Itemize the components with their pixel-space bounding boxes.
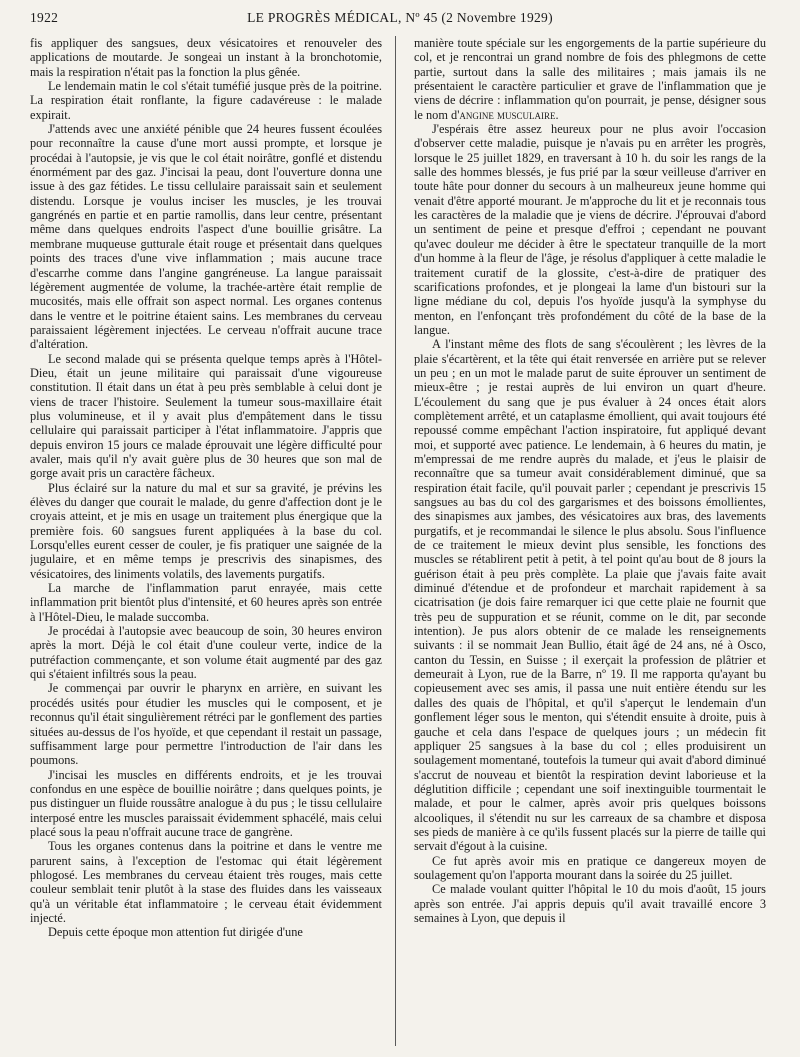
column-divider [395, 36, 396, 1046]
paragraph: La marche de l'inflammation parut enrayée, mais cette inflammation prit bientôt plus d'intensité, et 60 heures après son entrée à l'Hôtel-Dieu, le malade succomba. [30, 581, 382, 624]
paragraph: J'attends avec une anxiété pénible que 24 heures fussent écoulées pour reconnaître la cause d'une mort aussi prompte, et lorsque je procédai à l'autopsie, je vis que le col était noirâtre, gonflé et distendu énormément par des gaz. J'incisai la peau, dont l'ouverture donna une issue à des gaz fétides. Le tissu cellulaire paraissait sain et seulement distendu. Lorsque je voulus inciser les muscles, je les trouvai gangrénés en partie et en partie ramollis, dans leur centre, présentant même dans quelques endroits l'aspect d'une bouillie grisâtre. La membrane muqueuse gutturale était rouge et présentait dans quelques points des traces d'une vive inflammation ; mais aucune trace d'escarrhe comme dans l'angine gangréneuse. La langue paraissait légèrement augmentée de volume, la trachée-artère était remplie de mucosités, mais elle offrait son aspect normal. Les organes contenus dans le ventre et le poitrine étaient sains. Les membranes du cerveau paraissaient légèrement injectées. Le cerveau n'offrait aucune trace d'altération. [30, 122, 382, 352]
paragraph-text: manière toute spéciale sur les engorgements de la partie supérieure du col, et je rencontrai un grand nombre de fois des phlegmons de cette partie, surtout dans la salle des militaires ; mais jamais ils ne présentaient le caractère particulier et grave de l'inflammation que je viens de décrire : inflammation qu'on pourrait, je pense, désigner sous le nom d' [414, 36, 766, 122]
paragraph: Le lendemain matin le col s'était tuméfié jusque près de la poitrine. La respiration était ronflante, la figure cadavéreuse : le malade expirait. [30, 79, 382, 122]
paragraph: Depuis cette époque mon attention fut dirigée d'une [48, 925, 303, 940]
page-header [30, 10, 770, 34]
left-column [30, 36, 382, 1052]
paragraph: Ce malade voulant quitter l'hôpital le 10 du mois d'août, 15 jours après son entrée. J'ai appris depuis qu'il avait travaillé encore 3 semaines à Lyon, que depuis il [414, 882, 766, 925]
paragraph: Le second malade qui se présenta quelque temps après à l'Hôtel-Dieu, était un jeune militaire qui paraissait d'une vigoureuse constitution. Il était dans un état à peu près semblable à celui dont je viens de tracer l'histoire. Seulement la tumeur sous-maxillaire était plus volumineuse, et il y avait plus d'empâtement dans le tissu cellulaire qui paraissait participer à l'état inflammatoire. J'appris que depuis environ 15 jours ce malade éprouvait une légère difficulté pour avaler, mais qu'il n'y avait guère plus de 30 heures que son mal de gorge avait pris un caractère fâcheux. [30, 351, 382, 481]
paragraph: Plus éclairé sur la nature du mal et sur sa gravité, je prévins les élèves du danger que courait le malade, du genre d'affection dont je le croyais atteint, et je mis en usage un traitement plus énergique que la première fois. 60 sangsues furent appliquées à la base du col. Lorsqu'elles eurent cesser de couler, je fis pratiquer une saignée de la jugulaire, et en même temps je prescrivis des sinapismes, des vésicatoires, des liniments volatils, des lavements purgatifs. [30, 480, 382, 581]
paragraph: Je procédai à l'autopsie avec beaucoup de soin, 30 heures environ après la mort. Déjà le col était d'une couleur verte, indice de la putréfaction commençante, et son volume était augmenté par des gaz qui s'étaient infiltrés sous la peau. [30, 624, 382, 682]
running-title: LE PROGRÈS MÉDICAL, Nº 45 (2 Novembre 1929) [247, 10, 553, 25]
paragraph: Ce fut après avoir mis en pratique ce dangereux moyen de soulagement qu'on l'apporta mourant dans la soirée du 25 juillet. [414, 853, 766, 882]
paragraph: Tous les organes contenus dans la poitrine et dans le ventre me parurent sains, à l'exception de l'estomac qui était légèrement phlogosé. Les membranes du cerveau étaient très rouges, mais cette couleur semblait tenir plutôt à la stase des fluides dans les vaisseaux qu'à un véritable état inflammatoire ; le cerveau était évidemment injecté. [30, 839, 382, 925]
small-caps-term: angine musculaire [459, 107, 556, 122]
paragraph: J'incisai les muscles en différents endroits, et je les trouvai confondus en une espèce de bouillie noirâtre ; dans quelques points, je pus distinguer un fluide roussâtre analogue à du pus ; le tissu cellulaire interposé entre les muscles paraissait évidemment sphacélé, mais celui placé sous la peau n'offrait aucune trace de gangrène. [30, 767, 382, 839]
page-number: 1922 [30, 10, 59, 25]
right-column [414, 36, 766, 1052]
paragraph: J'espérais être assez heureux pour ne plus avoir l'occasion d'observer cette maladie, puisque je n'avais pu en arrêter les progrès, lorsque le 25 juillet 1829, en traversant à 10 h. du soir les rangs de la salle des hommes blessés, je fus prié par la sœur veilleuse d'arriver en toute hâte pour donner du secours à un malheureux jeune homme qui venait d'être apporté mourant. Je m'approche du lit et je reconnais tous les caractères de la maladie que je viens de décrire. J'éprouvai d'abord un sentiment de peine et presque d'effroi ; cependant ne pouvant qu'avec douleur me décider à être le spectateur tranquille de la mort d'un homme à la fleur de l'âge, je résolus d'appliquer à cette maladie le traitement curatif de la glossite, c'est-à-dire de pratiquer des scarifications profondes, et je plongeai la lame d'un bistouri sur la ligne médiane du col, depuis l'os hyoïde jusqu'à la symphyse du menton, en l'enfonçant très profondément du côté de la base de la langue. [414, 122, 766, 337]
paragraph [414, 36, 766, 122]
paragraph: fis appliquer des sangsues, deux vésicatoires et renouveler des applications de moutarde. Je songeai un instant à la bronchotomie, mais la respiration n'était pas la fonction la plus gênée. [30, 36, 382, 79]
paragraph: Je commençai par ouvrir le pharynx en arrière, en suivant les procédés usités pour étudier les muscles qui le composent, et je reconnus qu'il était singulièrement rétréci par le gonflement des parties situées au-dessus de l'os hyoïde, et que cependant il restait un passage, suffisamment large pour permettre l'introduction de l'air dans les poumons. [30, 681, 382, 768]
paragraph: A l'instant même des flots de sang s'écoulèrent ; les lèvres de la plaie s'écartèrent, et la tête qui était renversée en arrière put se relever un peu ; en un mot le malade parut de suite éprouver un sentiment de mieux-être ; je restai auprès de lui environ un quart d'heure. L'écoulement du sang que je pus évaluer à 24 onces était alors complètement arrêté, et un cataplasme émollient, qui avait toujours été repoussé comme empêchant l'action inspiratoire, fut appliqué devant moi, et supporté avec patience. Le lendemain, à 6 heures du matin, je m'empressai de me rendre auprès du malade, et j'eus le plaisir de reconnaître que sa tumeur avait considérablement diminué, que sa respiration était facile, qu'il pouvait parler ; cependant je prescrivis 15 sangsues au bas du col des gargarismes et des boissons émollientes, des sinapismes aux jambes, des vésicatoires aux bras, des lavements purgatifs, et je recommandai le silence le plus absolu. Sous l'influence de ce traitement le mieux devint plus sensible, les fonctions des muscles se rétablirent petit à petit, à tel point qu'au bout de 8 jours la guérison était à peu près complète. La plaie que j'avais faite avait diminué d'étendue et de profondeur et marchait rapidement à sa cicatrisation (je dois faire remarquer ici que cette plaie ne fournit que très peu de suppuration et se réunit, comme on le dit, par seconde intention). Je pus alors obtenir de ce malade les renseignements suivants : il se nommait Jean Bullio, était âgé de 24 ans, né à Osco, canton du Tessin, en Suisse ; il exerçait la profession de plâtrier et demeurait à Lyon, rue de la Barre, nº 19. Il me rapporta qu'ayant bu copieusement avec ses amis, il passa une nuit entière étendu sur les dalles des quais de l'hôpital, et qu'il s'aperçut le lendemain d'un gonflement léger sous le menton, qui s'étendit ensuite à droite, puis à gauche et cela dans l'espace de quelques jours ; un médecin fit appliquer 25 sangsues à la base du col ; elles produisirent un soulagement momentané, toutefois la tumeur qui avait d'abord diminué s'accrut de nouveau et bientôt la respiration devint laborieuse et la déglutition difficile ; cependant une soif inextinguible tourmentait le malade, et pour le calmer, après avoir pris quelques boissons alcooliques, il s'étendit nu sur les carreaux de sa chambre et disposa ses pieds de manière à ce qu'ils fussent placés sur la pierre de taille qui servait d'égout à la cuisine. [414, 337, 766, 854]
term-suffix: . [555, 107, 559, 122]
